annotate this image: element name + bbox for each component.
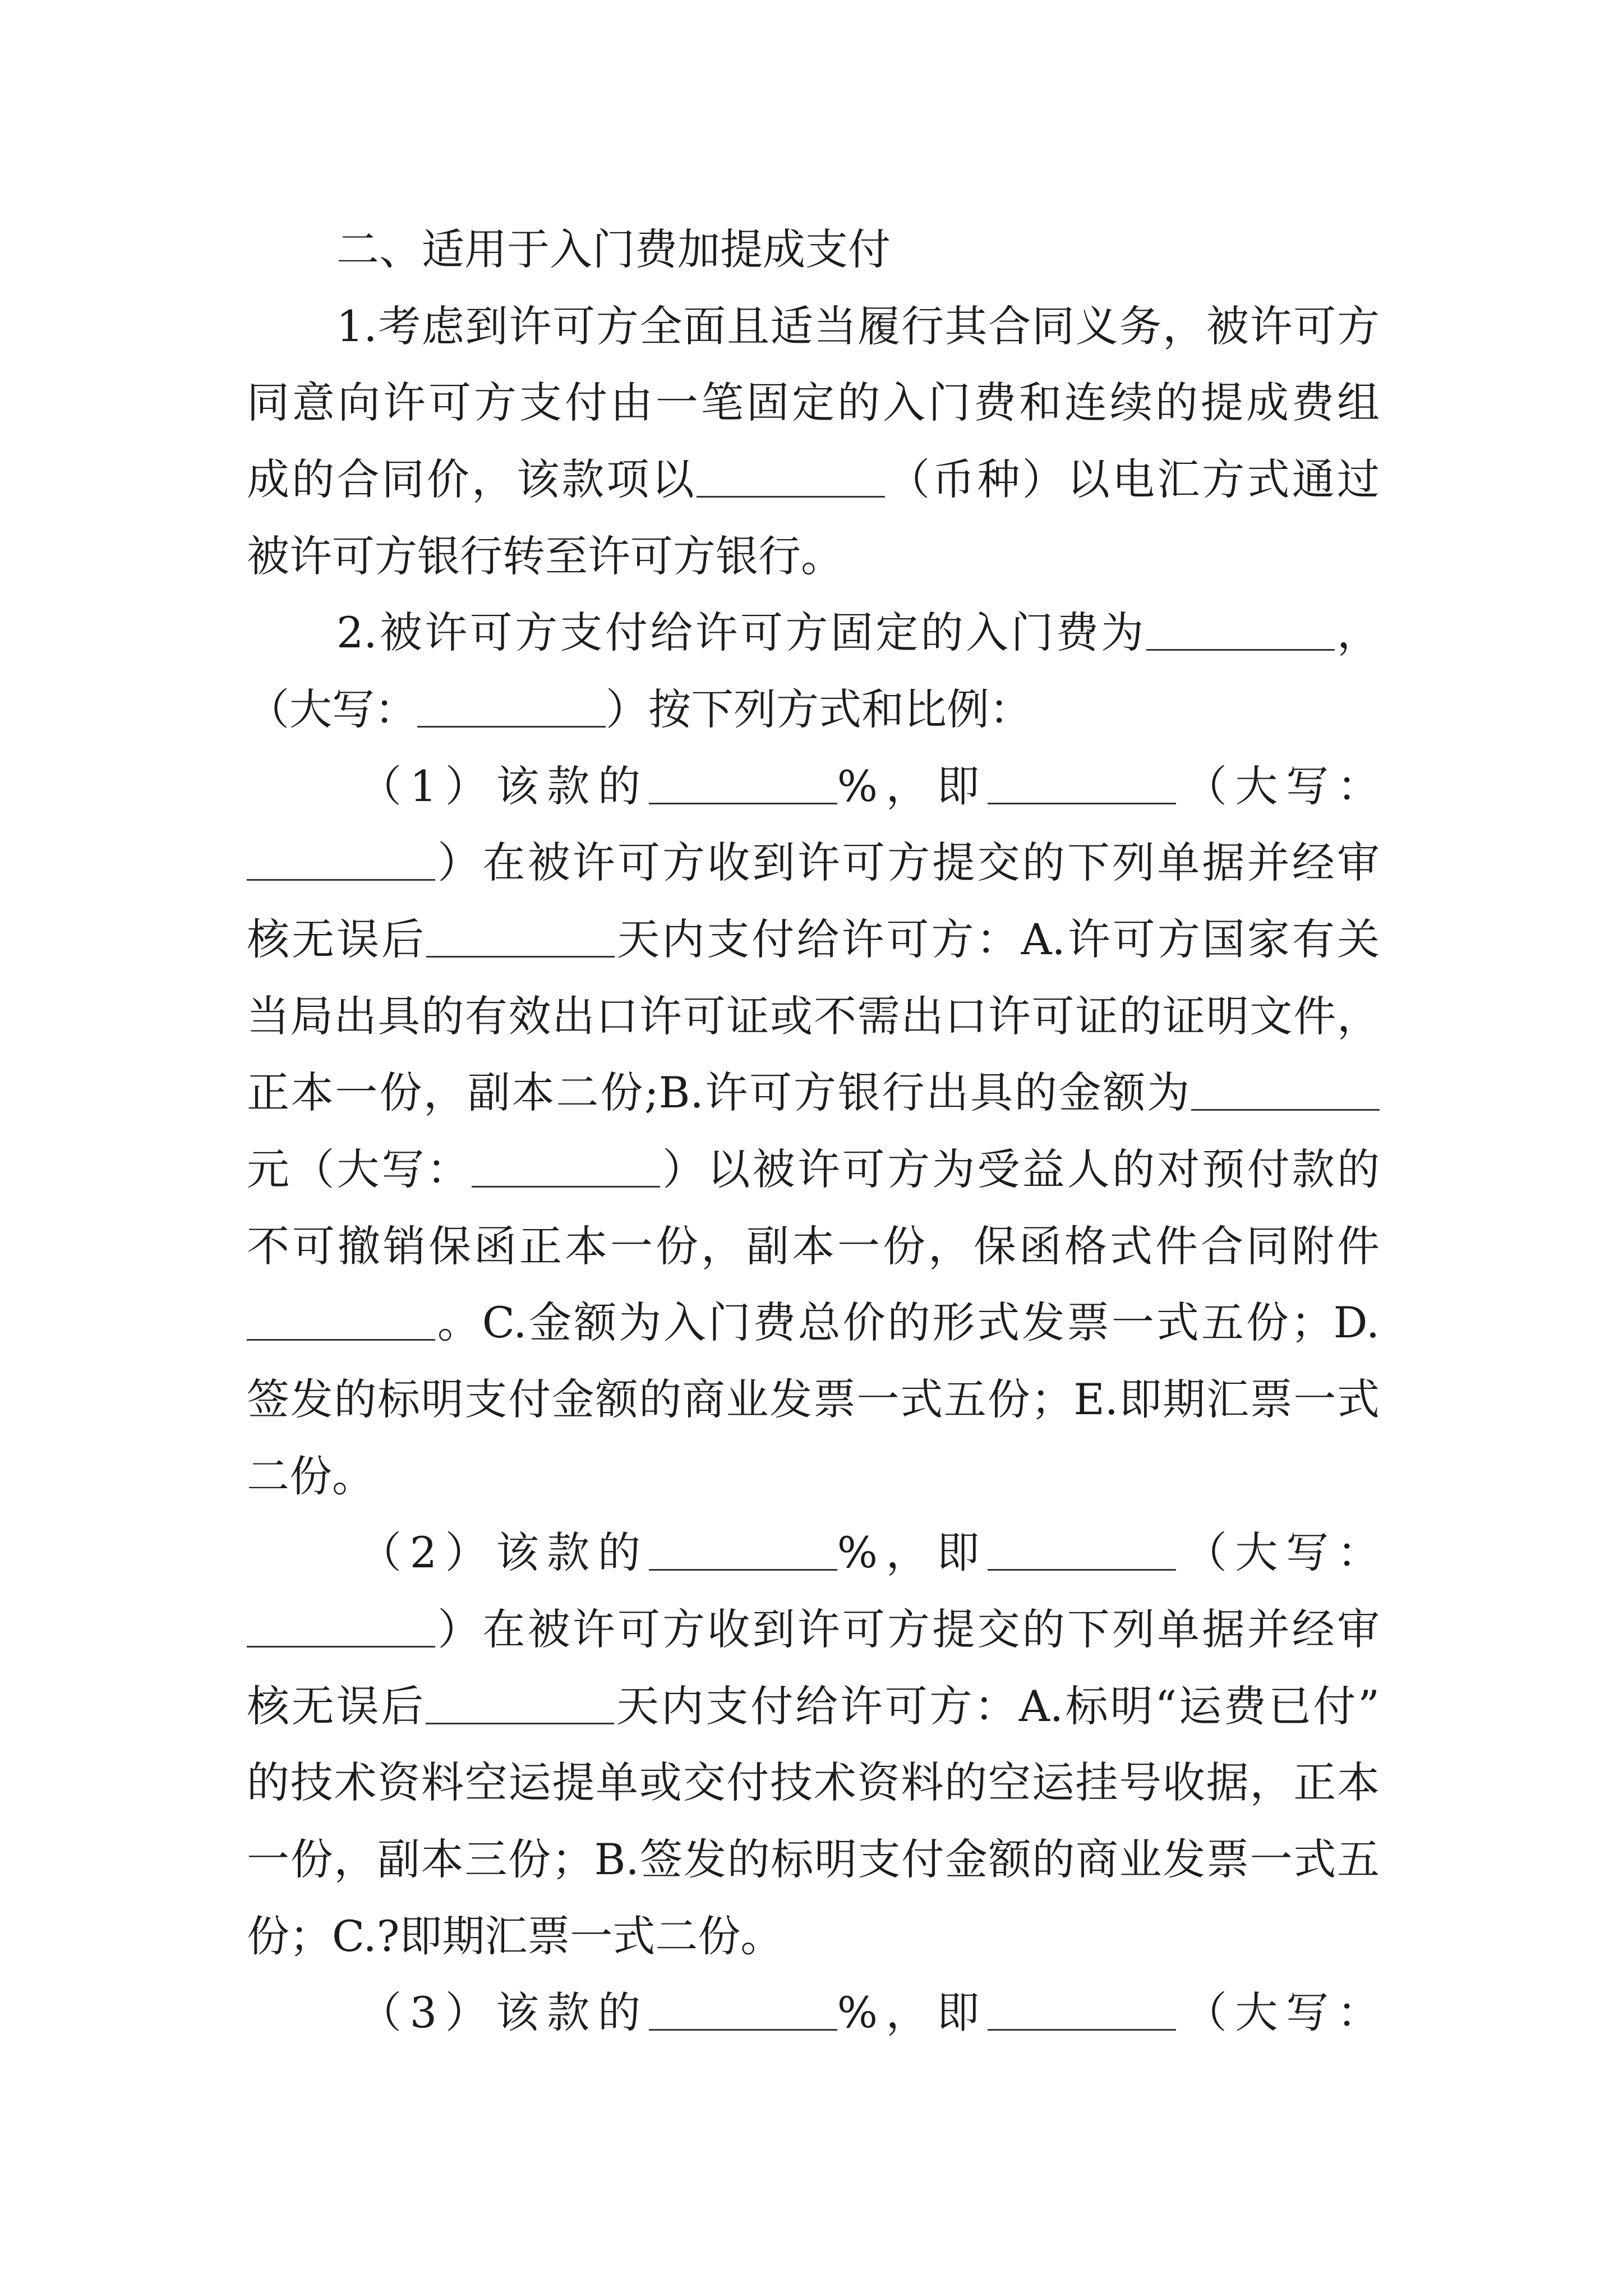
paragraph-2-line-1: 2.被许可方支付给许可方固定的入门费为 ， [336, 608, 1380, 657]
item-1-percent-blank [649, 800, 837, 804]
item-2-days-blank [426, 1720, 614, 1724]
item-1-line-7: 不可撤销保函正本一份，副本一份，保函格式件合同附件 [247, 1221, 1380, 1271]
item-2-line-3: 核无误后 天内支付给许可方：A.标明“运费已付” [247, 1681, 1380, 1731]
item-2-percent-blank [649, 1567, 837, 1571]
item-1-amount-blank [988, 800, 1176, 804]
item-3-percent-blank [649, 2027, 837, 2031]
item-2-line-4: 的技术资料空运提单或交付技术资料的空运挂号收据，正本 [247, 1757, 1380, 1807]
item-3-amount-blank [988, 2027, 1176, 2031]
item-2-line-1: （2）该款的 %，即 （大写： [359, 1527, 1380, 1577]
paragraph-1-line-2: 同意向许可方支付由一笔固定的入门费和连续的提成费组 [247, 378, 1380, 427]
item-1-line-6: 元（大写： ）以被许可方为受益人的对预付款的 [247, 1144, 1380, 1194]
item-2-amount-blank [988, 1567, 1176, 1571]
entrance-fee-blank [1146, 647, 1335, 651]
paragraph-1-line-4: 被许可方银行转至许可方银行。 [247, 531, 843, 581]
item-1-line-3: 核无误后 天内支付给许可方：A.许可方国家有关 [247, 914, 1380, 964]
item-1-line-4: 当局出具的有效出口许可证或不需出口许可证的证明文件， [247, 991, 1380, 1041]
item-1-words-blank [247, 877, 435, 881]
item-1-line-2: ）在被许可方收到许可方提交的下列单据并经审 [247, 835, 1380, 891]
item-1-line-5: 正本一份，副本二份;B.许可方银行出具的金额为 [247, 1065, 1380, 1121]
item-1-guarantee-amount-blank [1191, 1107, 1380, 1111]
item-2-line-5: 一份，副本三份；B.签发的标明支付金额的商业发票一式五 [247, 1834, 1380, 1884]
item-1-line-8: 。C.金额为入门费总价的形式发票一式五份；D. [247, 1295, 1380, 1351]
currency-blank [697, 494, 885, 498]
section-heading: 二、适用于入门费加提成支付 [336, 224, 891, 274]
item-1-days-blank [426, 954, 615, 958]
item-1-line-10: 二份。 [247, 1451, 375, 1501]
item-1-line-1: （1）该款的 %，即 （大写： [359, 761, 1380, 811]
entrance-fee-words-blank [417, 724, 606, 728]
item-1-line-9: 签发的标明支付金额的商业发票一式五份；E.即期汇票一式 [247, 1374, 1380, 1424]
item-1-annex-blank [247, 1337, 435, 1341]
item-2-line-2: ）在被许可方收到许可方提交的下列单据并经审 [247, 1602, 1380, 1658]
paragraph-1-line-3: 成的合同价，该款项以 （币种）以电汇方式通过 [247, 454, 1380, 504]
item-2-line-6: 份；C.?即期汇票一式二份。 [247, 1911, 783, 1961]
item-3-line-1: （3）该款的 %，即 （大写： [359, 1987, 1380, 2037]
paragraph-1-line-1: 1.考虑到许可方全面且适当履行其合同义务，被许可方 [336, 301, 1380, 351]
item-1-guarantee-words-blank [472, 1184, 660, 1188]
item-2-words-blank [247, 1644, 435, 1648]
paragraph-2-line-2: （大写： ）按下列方式和比例： [247, 684, 1032, 734]
